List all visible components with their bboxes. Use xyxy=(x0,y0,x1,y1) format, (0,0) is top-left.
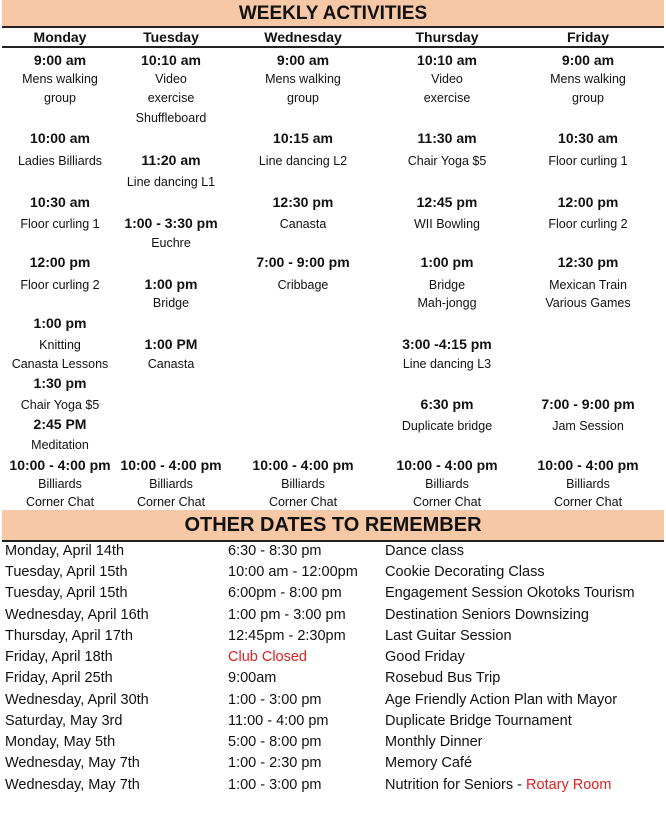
wednesday-time-1: 9:00 am xyxy=(276,52,330,68)
monday-activity-1b: group xyxy=(44,91,76,105)
event-date: Friday, April 25th xyxy=(5,670,113,686)
event-name: Cookie Decorating Class xyxy=(385,564,545,580)
tuesday-activity-2: Line dancing L1 xyxy=(126,175,216,189)
tuesday-activity-8a: Billiards xyxy=(149,477,193,491)
thursday-activity-5: Line dancing L3 xyxy=(402,357,492,371)
monday-activity-1a: Mens walking xyxy=(22,72,98,86)
event-date: Thursday, April 17th xyxy=(5,628,133,644)
thursday-time-3: 12:45 pm xyxy=(416,194,478,210)
club-closed-notice: Club Closed xyxy=(228,649,307,665)
event-time: 1:00 pm - 3:00 pm xyxy=(228,607,346,623)
event-date: Tuesday, April 15th xyxy=(5,564,128,580)
event-time: 1:00 - 2:30 pm xyxy=(228,755,322,771)
wednesday-activity-2: Line dancing L2 xyxy=(258,154,348,168)
monday-time-6: 1:30 pm xyxy=(33,375,87,391)
thursday-time-5: 3:00 -4:15 pm xyxy=(402,336,492,352)
monday-activity-5a: Knitting xyxy=(39,338,81,352)
tuesday-time-4: 1:00 pm xyxy=(144,276,198,292)
monday-activity-8b: Corner Chat xyxy=(25,495,95,509)
monday-time-1: 9:00 am xyxy=(33,52,87,68)
monday-time-8: 10:00 - 4:00 pm xyxy=(9,457,111,473)
event-date: Tuesday, April 15th xyxy=(5,585,128,601)
friday-activity-1b: group xyxy=(572,91,604,105)
friday-activity-1a: Mens walking xyxy=(550,72,626,86)
event-date: Wednesday, April 16th xyxy=(5,607,149,623)
event-time: 11:00 - 4:00 pm xyxy=(228,713,329,729)
wednesday-time-3: 12:30 pm xyxy=(272,194,334,210)
tuesday-activity-3: Euchre xyxy=(151,236,191,250)
friday-time-6: 7:00 - 9:00 pm xyxy=(541,396,635,412)
event-name: Memory Café xyxy=(385,755,473,771)
event-name: Age Friendly Action Plan with Mayor xyxy=(385,692,618,708)
tuesday-time-8: 10:00 - 4:00 pm xyxy=(120,457,222,473)
wednesday-time-8: 10:00 - 4:00 pm xyxy=(252,457,354,473)
thursday-time-1: 10:10 am xyxy=(417,52,477,68)
event-name: Destination Seniors Downsizing xyxy=(385,607,589,623)
wednesday-activity-8b: Corner Chat xyxy=(268,495,338,509)
monday-activity-8a: Billiards xyxy=(38,477,82,491)
friday-activity-4a: Mexican Train xyxy=(549,278,627,292)
wednesday-time-2: 10:15 am xyxy=(273,130,333,146)
monday-time-5: 1:00 pm xyxy=(33,315,87,331)
wednesday-activity-3: Canasta xyxy=(279,217,327,231)
event-date: Saturday, May 3rd xyxy=(5,713,123,729)
monday-activity-3: Floor curling 1 xyxy=(20,217,100,231)
event-time: 1:00 - 3:00 pm xyxy=(228,777,322,793)
day-header-thursday: Thursday xyxy=(415,29,479,45)
event-name: Last Guitar Session xyxy=(385,628,512,644)
event-time: 12:45pm - 2:30pm xyxy=(228,628,346,644)
thursday-time-4: 1:00 pm xyxy=(420,254,474,270)
friday-time-4: 12:30 pm xyxy=(557,254,619,270)
tuesday-time-1: 10:10 am xyxy=(141,52,201,68)
thursday-activity-8a: Billiards xyxy=(425,477,469,491)
monday-time-3: 10:30 am xyxy=(30,194,90,210)
event-time: 10:00 am - 12:00pm xyxy=(228,564,358,580)
wednesday-time-4: 7:00 - 9:00 pm xyxy=(256,254,350,270)
day-header-friday: Friday xyxy=(566,29,610,45)
event-name: Engagement Session Okotoks Tourism xyxy=(385,585,635,601)
tuesday-activity-4: Bridge xyxy=(152,296,190,310)
thursday-time-6: 6:30 pm xyxy=(420,396,474,412)
friday-time-3: 12:00 pm xyxy=(557,194,619,210)
event-date: Wednesday, May 7th xyxy=(5,777,140,793)
thursday-activity-4b: Mah-jongg xyxy=(417,296,477,310)
monday-time-7: 2:45 PM xyxy=(33,416,87,432)
wednesday-activity-1a: Mens walking xyxy=(265,72,341,86)
tuesday-activity-5: Canasta xyxy=(147,357,195,371)
tuesday-activity-1b: exercise xyxy=(147,91,195,105)
header-divider-bottom xyxy=(2,46,664,48)
monday-activity-4: Floor curling 2 xyxy=(20,278,100,292)
wednesday-activity-8a: Billiards xyxy=(281,477,325,491)
monday-activity-6: Chair Yoga $5 xyxy=(20,398,100,412)
event-name: Duplicate Bridge Tournament xyxy=(385,713,572,729)
thursday-time-8: 10:00 - 4:00 pm xyxy=(396,457,498,473)
event-time: 6:30 - 8:30 pm xyxy=(228,543,322,559)
tuesday-activity-8b: Corner Chat xyxy=(136,495,206,509)
wednesday-activity-4: Cribbage xyxy=(277,278,329,292)
tuesday-time-2: 11:20 am xyxy=(141,152,201,168)
friday-activity-2: Floor curling 1 xyxy=(548,154,628,168)
event-time: 6:00pm - 8:00 pm xyxy=(228,585,342,601)
thursday-activity-2: Chair Yoga $5 xyxy=(407,154,487,168)
header-divider-top xyxy=(2,26,664,28)
event-name-text: Nutrition for Seniors - xyxy=(385,777,527,793)
other-dates-divider xyxy=(2,540,664,542)
event-name: Rosebud Bus Trip xyxy=(385,670,501,686)
friday-time-8: 10:00 - 4:00 pm xyxy=(537,457,639,473)
room-location: Rotary Room xyxy=(526,777,612,793)
friday-activity-8a: Billiards xyxy=(566,477,610,491)
event-date: Monday, May 5th xyxy=(5,734,116,750)
tuesday-activity-1c: Shuffleboard xyxy=(135,111,207,125)
event-name: Good Friday xyxy=(385,649,465,665)
event-name: Dance class xyxy=(385,543,464,559)
event-date: Monday, April 14th xyxy=(5,543,125,559)
event-time: 5:00 - 8:00 pm xyxy=(228,734,322,750)
thursday-time-2: 11:30 am xyxy=(417,130,477,146)
friday-activity-3: Floor curling 2 xyxy=(548,217,628,231)
event-time: 9:00am xyxy=(228,670,277,686)
event-name xyxy=(385,777,611,794)
tuesday-time-3: 1:00 - 3:30 pm xyxy=(124,215,218,231)
thursday-activity-3: WII Bowling xyxy=(414,217,480,231)
weekly-activities-title: WEEKLY ACTIVITIES xyxy=(2,0,664,26)
friday-time-2: 10:30 am xyxy=(558,130,618,146)
event-name: Monthly Dinner xyxy=(385,734,483,750)
thursday-activity-6: Duplicate bridge xyxy=(401,419,493,433)
other-dates-title: OTHER DATES TO REMEMBER xyxy=(2,510,664,540)
thursday-activity-1a: Video xyxy=(431,72,463,86)
friday-activity-4b: Various Games xyxy=(545,296,631,310)
thursday-activity-4a: Bridge xyxy=(428,278,466,292)
event-time: 1:00 - 3:00 pm xyxy=(228,692,322,708)
tuesday-time-5: 1:00 PM xyxy=(144,336,198,352)
friday-activity-6: Jam Session xyxy=(552,419,624,433)
thursday-activity-8b: Corner Chat xyxy=(412,495,482,509)
monday-activity-5b: Canasta Lessons xyxy=(11,357,109,371)
tuesday-activity-1a: Video xyxy=(155,72,187,86)
friday-time-1: 9:00 am xyxy=(561,52,615,68)
monday-time-2: 10:00 am xyxy=(30,130,90,146)
day-header-monday: Monday xyxy=(33,29,87,45)
wednesday-activity-1b: group xyxy=(287,91,319,105)
day-header-wednesday: Wednesday xyxy=(264,29,342,45)
friday-activity-8b: Corner Chat xyxy=(553,495,623,509)
monday-time-4: 12:00 pm xyxy=(29,254,91,270)
event-date: Wednesday, April 30th xyxy=(5,692,149,708)
thursday-activity-1b: exercise xyxy=(423,91,471,105)
monday-activity-2: Ladies Billiards xyxy=(17,154,103,168)
monday-activity-7: Meditation xyxy=(31,438,89,452)
event-date: Wednesday, May 7th xyxy=(5,755,140,771)
event-date: Friday, April 18th xyxy=(5,649,113,665)
day-header-tuesday: Tuesday xyxy=(143,29,199,45)
